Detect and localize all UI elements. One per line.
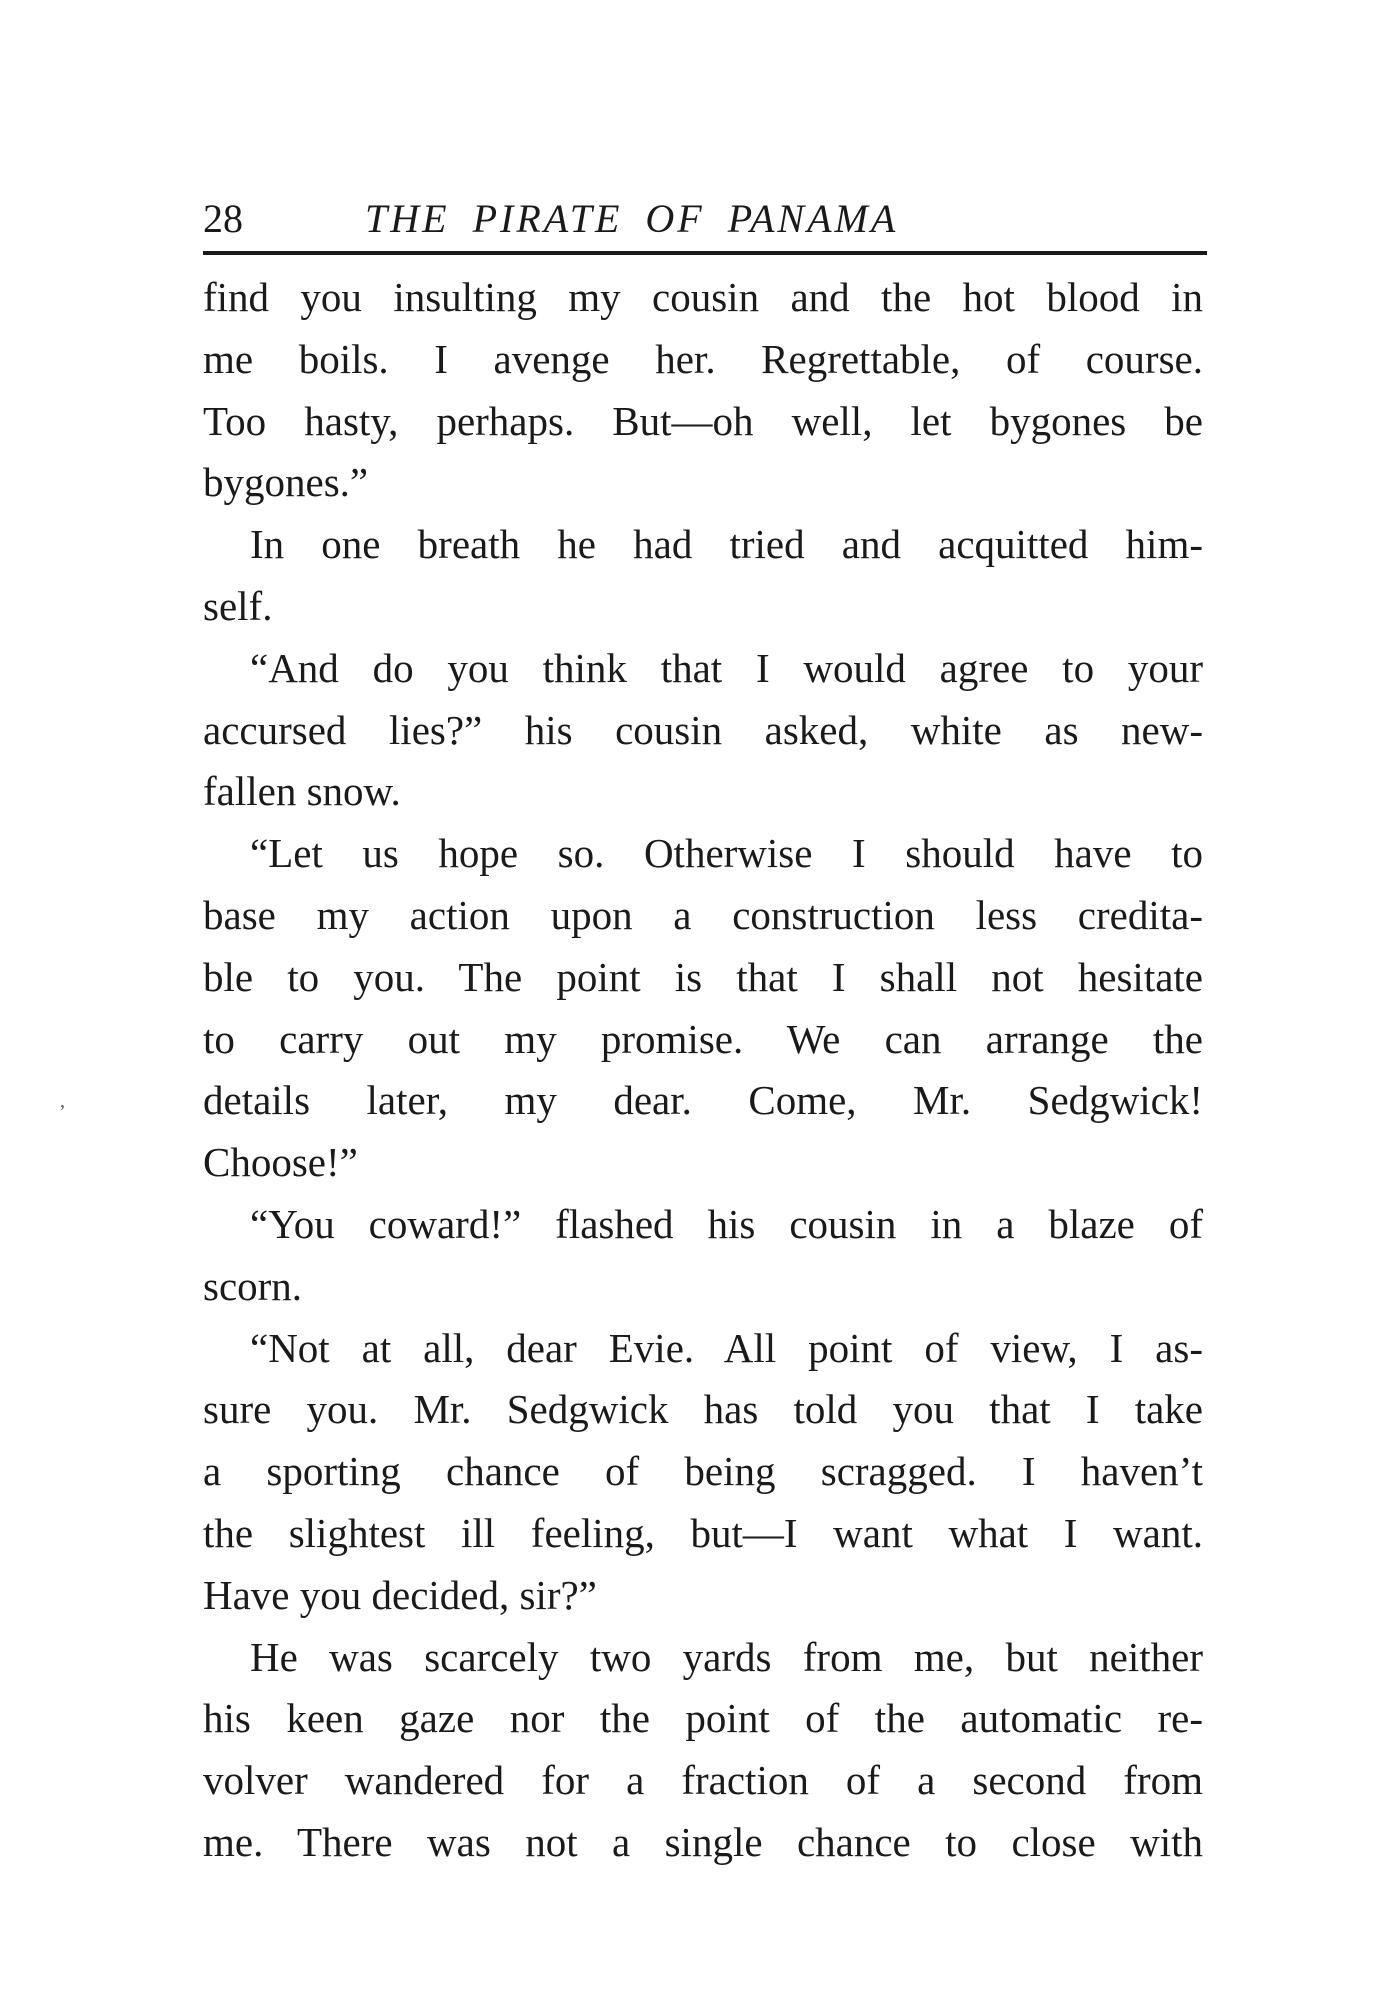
text-line: sure you. Mr. Sedgwick has told you that I take [203,1386,1203,1433]
text-line: a sporting chance of being scragged. I haven’t [203,1448,1203,1495]
text-line: Too hasty, perhaps. But—oh well, let bygones be [203,397,1203,444]
text-line: In one breath he had tried and acquitted him- [250,521,1203,568]
margin-mark: , [60,1090,65,1112]
text-line: accursed lies?” his cousin asked, white as new- [203,706,1203,753]
text-line: the slightest ill feeling, but—I want what I want. [203,1509,1203,1556]
text-line: Have you decided, sir?” [203,1571,597,1618]
text-line: details later, my dear. Come, Mr. Sedgwick! [203,1077,1203,1124]
text-line: “Not at all, dear Evie. All point of view, I as- [250,1324,1203,1371]
text-line: scorn. [203,1262,303,1309]
text-line: “You coward!” flashed his cousin in a blaze of [250,1200,1203,1247]
text-line: “And do you think that I would agree to your [250,644,1203,691]
text-line: self. [203,582,273,629]
text-line: bygones.” [203,459,369,506]
page-header [203,192,1203,252]
text-line: “Let us hope so. Otherwise I should have to [250,830,1203,877]
text-line: Choose!” [203,1139,358,1186]
body-text [203,267,1203,1874]
running-title: THE PIRATE OF PANAMA [365,196,899,241]
text-line: base my action upon a construction less credita- [203,891,1203,938]
text-line: his keen gaze nor the point of the automatic re- [203,1695,1203,1742]
text-line: me. There was not a single chance to close with [203,1818,1203,1865]
header-rule [203,251,1207,255]
text-line: He was scarcely two yards from me, but neither [250,1633,1203,1680]
text-line: find you insulting my cousin and the hot blood in [203,274,1203,320]
text-line: ble to you. The point is that I shall not hesitate [203,953,1203,1000]
text-line: to carry out my promise. We can arrange the [203,1015,1203,1062]
text-line: fallen snow. [203,768,401,815]
page-number: 28 [203,196,243,241]
text-line: volver wandered for a fraction of a second from [203,1757,1203,1804]
text-line: me boils. I avenge her. Regrettable, of course. [203,335,1203,382]
